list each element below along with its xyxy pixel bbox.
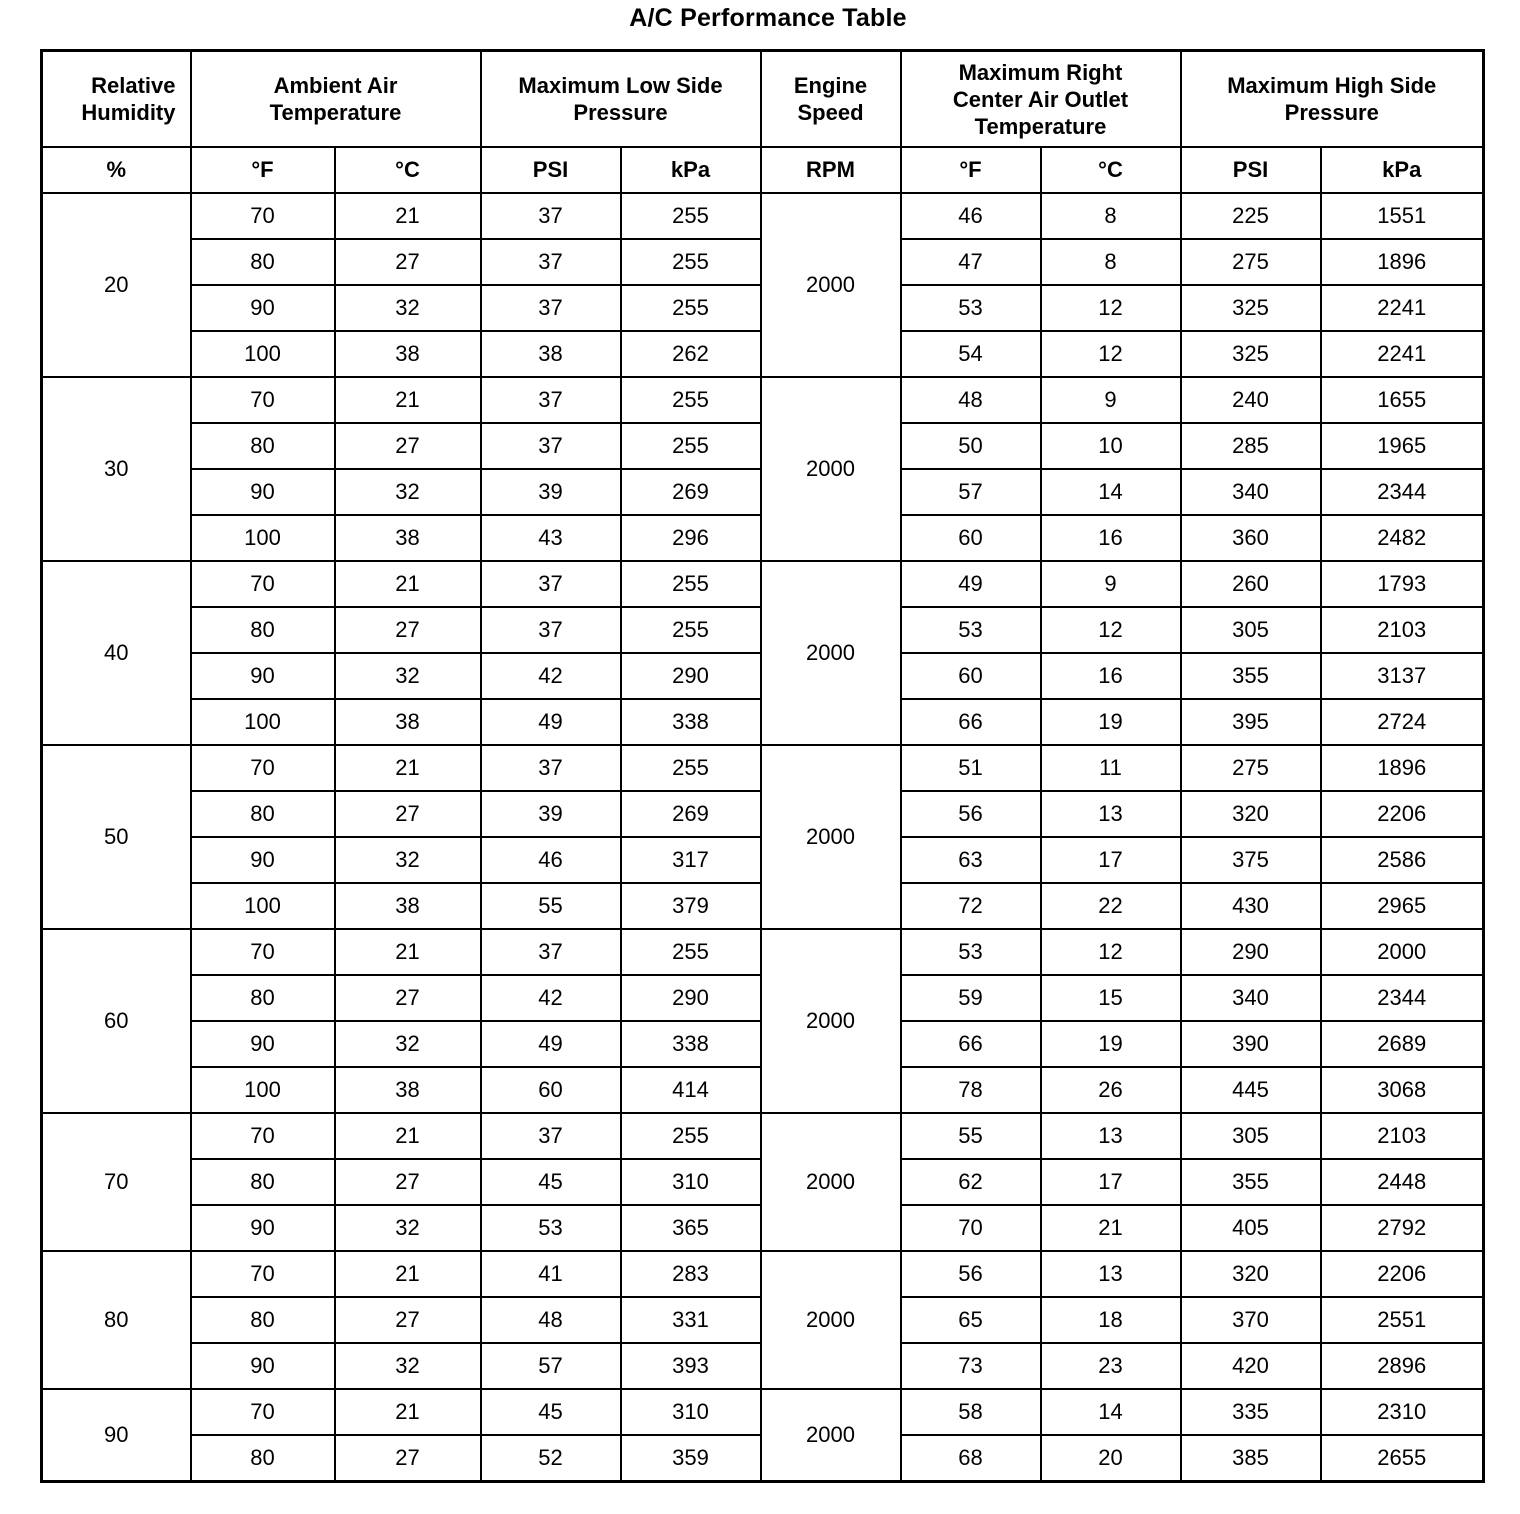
cell-low-psi: 37 [481, 239, 621, 285]
cell-ambient-c: 21 [335, 1113, 481, 1159]
cell-low-psi: 37 [481, 561, 621, 607]
cell-high-psi: 370 [1181, 1297, 1321, 1343]
cell-high-kpa: 2103 [1321, 1113, 1484, 1159]
cell-low-kpa: 310 [621, 1389, 761, 1435]
unit-outlet-f: °F [901, 147, 1041, 193]
cell-low-kpa: 317 [621, 837, 761, 883]
cell-high-psi: 430 [1181, 883, 1321, 929]
engine-speed-cell: 2000 [761, 1113, 901, 1251]
header-line: Humidity [81, 100, 176, 125]
cell-low-psi: 42 [481, 975, 621, 1021]
engine-speed-cell: 2000 [761, 377, 901, 561]
cell-low-kpa: 255 [621, 561, 761, 607]
cell-ambient-c: 21 [335, 561, 481, 607]
cell-outlet-f: 65 [901, 1297, 1041, 1343]
cell-ambient-f: 90 [191, 1205, 335, 1251]
table-row [42, 1389, 1484, 1435]
unit-low-psi: PSI [481, 147, 621, 193]
cell-outlet-c: 8 [1041, 239, 1181, 285]
humidity-cell: 20 [42, 193, 191, 377]
cell-high-kpa: 3068 [1321, 1067, 1484, 1113]
cell-outlet-f: 66 [901, 1021, 1041, 1067]
header-line: Center Air Outlet [952, 86, 1129, 112]
cell-low-kpa: 255 [621, 929, 761, 975]
cell-ambient-c: 27 [335, 1159, 481, 1205]
engine-speed-cell: 2000 [761, 929, 901, 1113]
cell-low-kpa: 262 [621, 331, 761, 377]
header-max-high-side-pressure [1181, 51, 1484, 148]
header-line: Engine [793, 73, 868, 98]
cell-ambient-c: 27 [335, 423, 481, 469]
unit-humidity-pct: % [42, 147, 191, 193]
cell-ambient-c: 32 [335, 1205, 481, 1251]
cell-ambient-f: 80 [191, 607, 335, 653]
cell-low-psi: 42 [481, 653, 621, 699]
cell-high-psi: 260 [1181, 561, 1321, 607]
cell-low-psi: 39 [481, 469, 621, 515]
cell-outlet-f: 55 [901, 1113, 1041, 1159]
header-max-low-side-pressure [481, 51, 761, 148]
cell-outlet-c: 13 [1041, 1251, 1181, 1297]
cell-high-psi: 395 [1181, 699, 1321, 745]
cell-high-psi: 285 [1181, 423, 1321, 469]
header-engine-speed [761, 51, 901, 148]
header-line: Ambient Air [273, 73, 398, 98]
cell-ambient-f: 90 [191, 1021, 335, 1067]
engine-speed-cell: 2000 [761, 1389, 901, 1482]
cell-ambient-f: 80 [191, 423, 335, 469]
cell-ambient-f: 90 [191, 1343, 335, 1389]
cell-outlet-f: 62 [901, 1159, 1041, 1205]
cell-outlet-f: 66 [901, 699, 1041, 745]
cell-high-psi: 445 [1181, 1067, 1321, 1113]
cell-outlet-c: 12 [1041, 929, 1181, 975]
cell-ambient-c: 27 [335, 791, 481, 837]
cell-high-kpa: 2689 [1321, 1021, 1484, 1067]
cell-outlet-f: 47 [901, 239, 1041, 285]
header-relative-humidity [42, 51, 191, 148]
cell-ambient-f: 70 [191, 193, 335, 239]
engine-speed-cell: 2000 [761, 1251, 901, 1389]
cell-ambient-c: 27 [335, 607, 481, 653]
cell-high-kpa: 2965 [1321, 883, 1484, 929]
cell-outlet-f: 63 [901, 837, 1041, 883]
cell-outlet-f: 60 [901, 653, 1041, 699]
cell-ambient-f: 70 [191, 745, 335, 791]
engine-speed-cell: 2000 [761, 561, 901, 745]
cell-high-psi: 225 [1181, 193, 1321, 239]
cell-low-kpa: 269 [621, 469, 761, 515]
cell-outlet-c: 10 [1041, 423, 1181, 469]
table-title: A/C Performance Table [629, 4, 907, 32]
cell-high-psi: 335 [1181, 1389, 1321, 1435]
table-row [42, 193, 1484, 239]
cell-outlet-f: 60 [901, 515, 1041, 561]
cell-ambient-c: 21 [335, 929, 481, 975]
cell-ambient-c: 21 [335, 745, 481, 791]
cell-high-kpa: 1551 [1321, 193, 1484, 239]
cell-high-psi: 320 [1181, 791, 1321, 837]
cell-low-psi: 37 [481, 607, 621, 653]
cell-outlet-f: 53 [901, 285, 1041, 331]
humidity-cell: 30 [42, 377, 191, 561]
cell-low-psi: 43 [481, 515, 621, 561]
cell-outlet-c: 23 [1041, 1343, 1181, 1389]
cell-low-psi: 52 [481, 1435, 621, 1482]
ac-performance-table [40, 49, 1485, 1483]
cell-high-psi: 355 [1181, 653, 1321, 699]
cell-outlet-c: 21 [1041, 1205, 1181, 1251]
header-line: Pressure [1284, 100, 1379, 125]
humidity-cell: 60 [42, 929, 191, 1113]
cell-outlet-c: 17 [1041, 1159, 1181, 1205]
cell-low-psi: 60 [481, 1067, 621, 1113]
cell-low-psi: 37 [481, 377, 621, 423]
cell-high-psi: 355 [1181, 1159, 1321, 1205]
cell-high-psi: 340 [1181, 975, 1321, 1021]
cell-low-psi: 55 [481, 883, 621, 929]
cell-low-kpa: 255 [621, 377, 761, 423]
cell-low-psi: 38 [481, 331, 621, 377]
cell-high-psi: 360 [1181, 515, 1321, 561]
cell-outlet-f: 70 [901, 1205, 1041, 1251]
cell-ambient-f: 100 [191, 331, 335, 377]
cell-low-psi: 49 [481, 699, 621, 745]
cell-high-psi: 390 [1181, 1021, 1321, 1067]
cell-outlet-c: 14 [1041, 469, 1181, 515]
cell-outlet-c: 16 [1041, 515, 1181, 561]
cell-outlet-f: 72 [901, 883, 1041, 929]
cell-high-kpa: 2206 [1321, 791, 1484, 837]
cell-ambient-c: 21 [335, 1389, 481, 1435]
cell-high-psi: 305 [1181, 1113, 1321, 1159]
cell-low-kpa: 359 [621, 1435, 761, 1482]
cell-ambient-f: 100 [191, 699, 335, 745]
cell-high-kpa: 1965 [1321, 423, 1484, 469]
cell-high-kpa: 2655 [1321, 1435, 1484, 1482]
cell-high-psi: 305 [1181, 607, 1321, 653]
cell-ambient-c: 27 [335, 239, 481, 285]
cell-high-kpa: 1655 [1321, 377, 1484, 423]
cell-low-kpa: 255 [621, 607, 761, 653]
cell-low-kpa: 255 [621, 239, 761, 285]
cell-ambient-f: 90 [191, 285, 335, 331]
cell-low-kpa: 310 [621, 1159, 761, 1205]
cell-ambient-c: 32 [335, 653, 481, 699]
cell-high-psi: 385 [1181, 1435, 1321, 1482]
cell-ambient-c: 38 [335, 1067, 481, 1113]
cell-high-kpa: 2896 [1321, 1343, 1484, 1389]
table-body [42, 193, 1484, 1482]
cell-low-psi: 46 [481, 837, 621, 883]
cell-outlet-c: 26 [1041, 1067, 1181, 1113]
cell-low-psi: 41 [481, 1251, 621, 1297]
cell-low-kpa: 255 [621, 1113, 761, 1159]
cell-low-psi: 45 [481, 1389, 621, 1435]
cell-ambient-f: 100 [191, 883, 335, 929]
cell-low-psi: 37 [481, 745, 621, 791]
unit-ambient-f: °F [191, 147, 335, 193]
humidity-cell: 40 [42, 561, 191, 745]
header-max-outlet-temperature [901, 51, 1181, 148]
cell-outlet-f: 54 [901, 331, 1041, 377]
unit-high-psi: PSI [1181, 147, 1321, 193]
cell-ambient-f: 70 [191, 1251, 335, 1297]
cell-high-kpa: 2344 [1321, 975, 1484, 1021]
cell-low-kpa: 255 [621, 745, 761, 791]
cell-ambient-f: 70 [191, 377, 335, 423]
cell-outlet-c: 13 [1041, 791, 1181, 837]
cell-outlet-f: 78 [901, 1067, 1041, 1113]
cell-ambient-c: 32 [335, 837, 481, 883]
cell-outlet-f: 53 [901, 929, 1041, 975]
cell-ambient-c: 27 [335, 1435, 481, 1482]
cell-high-kpa: 2792 [1321, 1205, 1484, 1251]
cell-low-psi: 49 [481, 1021, 621, 1067]
engine-speed-cell: 2000 [761, 745, 901, 929]
cell-low-kpa: 296 [621, 515, 761, 561]
cell-high-kpa: 1793 [1321, 561, 1484, 607]
cell-outlet-c: 19 [1041, 699, 1181, 745]
cell-outlet-c: 20 [1041, 1435, 1181, 1482]
cell-low-kpa: 365 [621, 1205, 761, 1251]
cell-outlet-c: 12 [1041, 285, 1181, 331]
cell-ambient-c: 27 [335, 975, 481, 1021]
cell-ambient-c: 27 [335, 1297, 481, 1343]
humidity-cell: 90 [42, 1389, 191, 1482]
cell-ambient-f: 80 [191, 975, 335, 1021]
cell-ambient-f: 90 [191, 469, 335, 515]
cell-ambient-f: 70 [191, 1113, 335, 1159]
table-row [42, 561, 1484, 607]
cell-low-psi: 37 [481, 423, 621, 469]
cell-ambient-f: 80 [191, 791, 335, 837]
cell-outlet-c: 9 [1041, 377, 1181, 423]
cell-high-psi: 320 [1181, 1251, 1321, 1297]
cell-high-kpa: 2000 [1321, 929, 1484, 975]
header-group-row [42, 51, 1484, 148]
cell-ambient-f: 80 [191, 1297, 335, 1343]
cell-low-psi: 37 [481, 193, 621, 239]
cell-high-psi: 275 [1181, 239, 1321, 285]
cell-ambient-f: 70 [191, 1389, 335, 1435]
cell-outlet-f: 73 [901, 1343, 1041, 1389]
cell-high-kpa: 2310 [1321, 1389, 1484, 1435]
cell-ambient-c: 38 [335, 331, 481, 377]
cell-outlet-c: 22 [1041, 883, 1181, 929]
cell-high-kpa: 2551 [1321, 1297, 1484, 1343]
cell-outlet-c: 12 [1041, 331, 1181, 377]
cell-outlet-c: 13 [1041, 1113, 1181, 1159]
cell-low-kpa: 283 [621, 1251, 761, 1297]
header-line: Maximum Low Side [518, 73, 723, 98]
cell-ambient-f: 100 [191, 1067, 335, 1113]
cell-low-psi: 37 [481, 929, 621, 975]
cell-high-psi: 420 [1181, 1343, 1321, 1389]
cell-high-kpa: 2103 [1321, 607, 1484, 653]
cell-outlet-f: 51 [901, 745, 1041, 791]
unit-rpm: RPM [761, 147, 901, 193]
cell-high-kpa: 2586 [1321, 837, 1484, 883]
cell-low-psi: 48 [481, 1297, 621, 1343]
cell-ambient-c: 21 [335, 377, 481, 423]
cell-high-psi: 405 [1181, 1205, 1321, 1251]
cell-ambient-c: 21 [335, 193, 481, 239]
cell-high-kpa: 1896 [1321, 239, 1484, 285]
cell-outlet-f: 46 [901, 193, 1041, 239]
cell-ambient-f: 80 [191, 1159, 335, 1205]
unit-ambient-c: °C [335, 147, 481, 193]
cell-high-kpa: 3137 [1321, 653, 1484, 699]
cell-ambient-c: 32 [335, 1021, 481, 1067]
cell-ambient-c: 32 [335, 285, 481, 331]
cell-low-kpa: 414 [621, 1067, 761, 1113]
cell-low-psi: 37 [481, 1113, 621, 1159]
table-row [42, 1113, 1484, 1159]
cell-high-kpa: 1896 [1321, 745, 1484, 791]
humidity-cell: 50 [42, 745, 191, 929]
table-row [42, 1251, 1484, 1297]
table-header [42, 51, 1484, 194]
cell-ambient-c: 38 [335, 699, 481, 745]
cell-low-kpa: 290 [621, 975, 761, 1021]
cell-low-kpa: 331 [621, 1297, 761, 1343]
cell-outlet-f: 49 [901, 561, 1041, 607]
table-row [42, 377, 1484, 423]
cell-high-psi: 325 [1181, 331, 1321, 377]
cell-outlet-c: 12 [1041, 607, 1181, 653]
cell-outlet-c: 17 [1041, 837, 1181, 883]
cell-low-kpa: 255 [621, 193, 761, 239]
cell-low-kpa: 379 [621, 883, 761, 929]
cell-high-kpa: 2241 [1321, 331, 1484, 377]
unit-outlet-c: °C [1041, 147, 1181, 193]
cell-high-kpa: 2724 [1321, 699, 1484, 745]
cell-outlet-f: 58 [901, 1389, 1041, 1435]
cell-outlet-c: 9 [1041, 561, 1181, 607]
cell-high-kpa: 2206 [1321, 1251, 1484, 1297]
cell-low-kpa: 255 [621, 423, 761, 469]
header-line: Temperature [269, 100, 402, 125]
cell-high-kpa: 2448 [1321, 1159, 1484, 1205]
header-line: Temperature [974, 113, 1107, 139]
table-row [42, 745, 1484, 791]
cell-high-psi: 375 [1181, 837, 1321, 883]
cell-ambient-f: 70 [191, 561, 335, 607]
cell-high-psi: 340 [1181, 469, 1321, 515]
unit-low-kpa: kPa [621, 147, 761, 193]
header-line: Speed [797, 100, 864, 125]
cell-ambient-f: 90 [191, 653, 335, 699]
cell-high-kpa: 2344 [1321, 469, 1484, 515]
cell-low-kpa: 269 [621, 791, 761, 837]
cell-high-kpa: 2482 [1321, 515, 1484, 561]
cell-low-kpa: 290 [621, 653, 761, 699]
cell-ambient-f: 70 [191, 929, 335, 975]
humidity-cell: 80 [42, 1251, 191, 1389]
cell-outlet-c: 15 [1041, 975, 1181, 1021]
cell-outlet-f: 56 [901, 1251, 1041, 1297]
cell-ambient-f: 90 [191, 837, 335, 883]
cell-ambient-f: 100 [191, 515, 335, 561]
cell-ambient-c: 21 [335, 1251, 481, 1297]
engine-speed-cell: 2000 [761, 193, 901, 377]
header-line: Relative [91, 73, 176, 98]
cell-low-kpa: 393 [621, 1343, 761, 1389]
cell-high-psi: 325 [1181, 285, 1321, 331]
cell-low-psi: 45 [481, 1159, 621, 1205]
cell-high-psi: 290 [1181, 929, 1321, 975]
cell-outlet-f: 50 [901, 423, 1041, 469]
cell-low-psi: 57 [481, 1343, 621, 1389]
header-ambient-air-temperature [191, 51, 481, 148]
cell-outlet-f: 56 [901, 791, 1041, 837]
header-line: Pressure [573, 100, 668, 125]
cell-low-psi: 53 [481, 1205, 621, 1251]
cell-low-kpa: 338 [621, 699, 761, 745]
cell-outlet-f: 57 [901, 469, 1041, 515]
cell-low-psi: 39 [481, 791, 621, 837]
cell-outlet-f: 48 [901, 377, 1041, 423]
unit-high-kpa: kPa [1321, 147, 1484, 193]
cell-high-psi: 240 [1181, 377, 1321, 423]
cell-ambient-c: 38 [335, 883, 481, 929]
cell-outlet-f: 68 [901, 1435, 1041, 1482]
cell-ambient-c: 32 [335, 1343, 481, 1389]
cell-high-kpa: 2241 [1321, 285, 1484, 331]
cell-low-kpa: 255 [621, 285, 761, 331]
header-unit-row [42, 147, 1484, 193]
cell-outlet-c: 11 [1041, 745, 1181, 791]
cell-outlet-f: 59 [901, 975, 1041, 1021]
cell-ambient-f: 80 [191, 1435, 335, 1482]
humidity-cell: 70 [42, 1113, 191, 1251]
cell-low-kpa: 338 [621, 1021, 761, 1067]
cell-outlet-c: 14 [1041, 1389, 1181, 1435]
cell-outlet-c: 8 [1041, 193, 1181, 239]
cell-high-psi: 275 [1181, 745, 1321, 791]
cell-ambient-c: 32 [335, 469, 481, 515]
cell-low-psi: 37 [481, 285, 621, 331]
cell-outlet-f: 53 [901, 607, 1041, 653]
cell-outlet-c: 19 [1041, 1021, 1181, 1067]
cell-ambient-c: 38 [335, 515, 481, 561]
cell-outlet-c: 18 [1041, 1297, 1181, 1343]
cell-outlet-c: 16 [1041, 653, 1181, 699]
header-line: Maximum High Side [1227, 73, 1437, 98]
table-row [42, 929, 1484, 975]
header-line: Maximum Right [958, 59, 1123, 85]
cell-ambient-f: 80 [191, 239, 335, 285]
